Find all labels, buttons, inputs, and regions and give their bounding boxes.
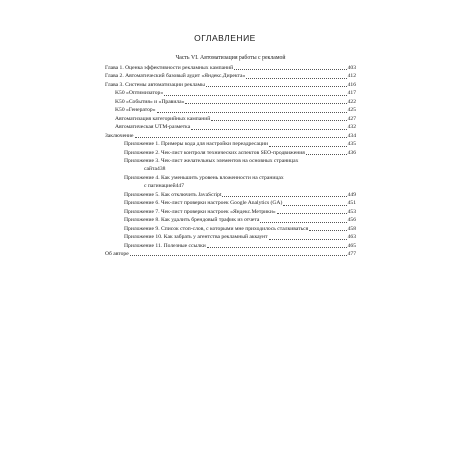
table-of-contents: [105, 64, 356, 258]
toc-entry-title: Приложение 10. Как забрать у агентства рекламный аккаунт: [124, 234, 268, 241]
toc-leader-dots: [164, 95, 346, 96]
toc-leader-dots: [135, 137, 347, 138]
toc-entry-continuation: [124, 182, 356, 190]
toc-entry: [105, 140, 356, 148]
toc-entry-title: Приложение 9. Список стоп-слов, с которыми мне приходилось сталкиваться: [124, 225, 309, 232]
toc-entry-title: Заключение: [105, 132, 134, 139]
toc-entry: [105, 98, 356, 106]
toc-entry: [105, 199, 356, 207]
toc-leader-dots: [206, 86, 347, 87]
toc-entry-title: Приложение 8. Как удалить брендовый трафик из отчета: [124, 217, 260, 224]
toc-entry-title: Приложение 2. Чек-лист контроля технических аспектов SEO-продвижения: [124, 149, 305, 156]
toc-entry: [105, 225, 356, 233]
toc-leader-dots: [269, 146, 347, 147]
toc-entry-title-continued: с пагинацией: [144, 183, 176, 190]
toc-leader-dots: [185, 103, 346, 104]
toc-page-number: 403: [347, 65, 356, 71]
toc-entry-title: Приложение 5. Как отключить JavaScript: [124, 191, 222, 198]
toc-leader-dots: [260, 222, 346, 223]
toc-page-number: 425: [347, 107, 356, 114]
toc-page-number: 458: [347, 225, 356, 232]
toc-entry: [105, 216, 356, 224]
toc-entry: [105, 81, 356, 89]
toc-entry: [105, 115, 356, 123]
toc-page-number: 453: [347, 208, 356, 215]
toc-entry-title: Глава 3. Системы автоматизации рекламы: [105, 81, 205, 88]
toc-leader-dots: [283, 205, 346, 206]
toc-page-number: 432: [347, 124, 356, 131]
toc-leader-dots: [191, 129, 346, 130]
toc-page-number: 465: [347, 242, 356, 249]
toc-entry-title: Об авторе: [105, 250, 129, 257]
toc-page-number: 417: [347, 90, 356, 97]
toc-page-number: 456: [347, 217, 356, 224]
toc-page-number: 451: [347, 200, 356, 207]
toc-leader-dots: [277, 213, 347, 214]
toc-page-number: 416: [347, 81, 356, 88]
page-title: ОГЛАВЛЕНИЕ: [194, 33, 256, 43]
toc-entry: [105, 208, 356, 216]
toc-entry-title: Приложение 7. Чек-лист проверки настроек «Яндекс.Метрики»: [124, 208, 276, 215]
toc-page-number: 463: [347, 234, 356, 241]
toc-entry: [105, 250, 356, 258]
toc-entry-title: Глава 1. Оценка эффективности рекламных кампаний: [105, 65, 234, 71]
toc-leader-dots: [130, 255, 347, 256]
part-title: Часть VI. Автоматизация работы с рекламой: [175, 55, 286, 61]
toc-entry-title: Приложение 1. Примеры кода для настройки переадресации: [124, 141, 268, 148]
toc-entry: [105, 72, 356, 80]
toc-entry: [105, 132, 356, 140]
toc-entry-title: Приложение 6. Чек-лист проверки настроек Google Analytics (GA): [124, 200, 283, 207]
toc-leader-dots: [269, 239, 347, 240]
toc-entry: [105, 242, 356, 250]
toc-page-number: 447: [175, 183, 184, 190]
toc-leader-dots: [211, 120, 346, 121]
toc-entry-title: K50 «Оптимизатор»: [115, 90, 164, 97]
toc-entry-title: K50 «События» и «Правила»: [115, 98, 185, 105]
toc-entry-title: Автоматизация категорийных кампаний: [115, 115, 211, 122]
toc-leader-dots: [246, 78, 346, 79]
toc-page-number: 449: [347, 191, 356, 198]
toc-entry: [105, 64, 356, 72]
toc-entry-title: Приложение 11. Полезные ссылки: [124, 242, 206, 249]
toc-leader-dots: [309, 230, 346, 231]
toc-entry-title: K50 «Генератор»: [115, 107, 156, 114]
toc-entry: [105, 191, 356, 199]
toc-entry-continuation: [124, 165, 356, 173]
toc-entry-title: Автоматическая UTM-разметка: [115, 124, 191, 131]
toc-page-number: 434: [347, 132, 356, 139]
toc-page-number: 438: [157, 166, 166, 173]
toc-page-number: 427: [347, 115, 356, 122]
toc-entry: [105, 149, 356, 157]
toc-entry-title: Глава 2. Автоматический базовый аудит «Яндекс.Директа»: [105, 73, 246, 80]
toc-entry-title: Приложение 4. Как уменьшить уровень вложенности на страницах: [124, 174, 284, 181]
toc-leader-dots: [157, 112, 347, 113]
toc-page-number: 412: [347, 73, 356, 80]
toc-entry: [105, 106, 356, 114]
toc-leader-dots: [207, 247, 347, 248]
toc-leader-dots: [222, 196, 346, 197]
toc-leader-dots: [306, 154, 347, 155]
toc-page-number: 435: [347, 141, 356, 148]
toc-entry: [105, 157, 356, 174]
toc-entry: [105, 123, 356, 131]
toc-entry-title: Приложение 3. Чек-лист желательных элементов на основных страницах: [124, 157, 299, 164]
toc-entry: [105, 89, 356, 97]
toc-page-number: 436: [347, 149, 356, 156]
toc-entry: [105, 233, 356, 241]
toc-leader-dots: [234, 69, 347, 70]
toc-entry: [105, 174, 356, 191]
toc-page-number: 422: [347, 98, 356, 105]
toc-page-number: 477: [347, 250, 356, 257]
toc-entry-title-continued: сайта: [144, 166, 158, 173]
